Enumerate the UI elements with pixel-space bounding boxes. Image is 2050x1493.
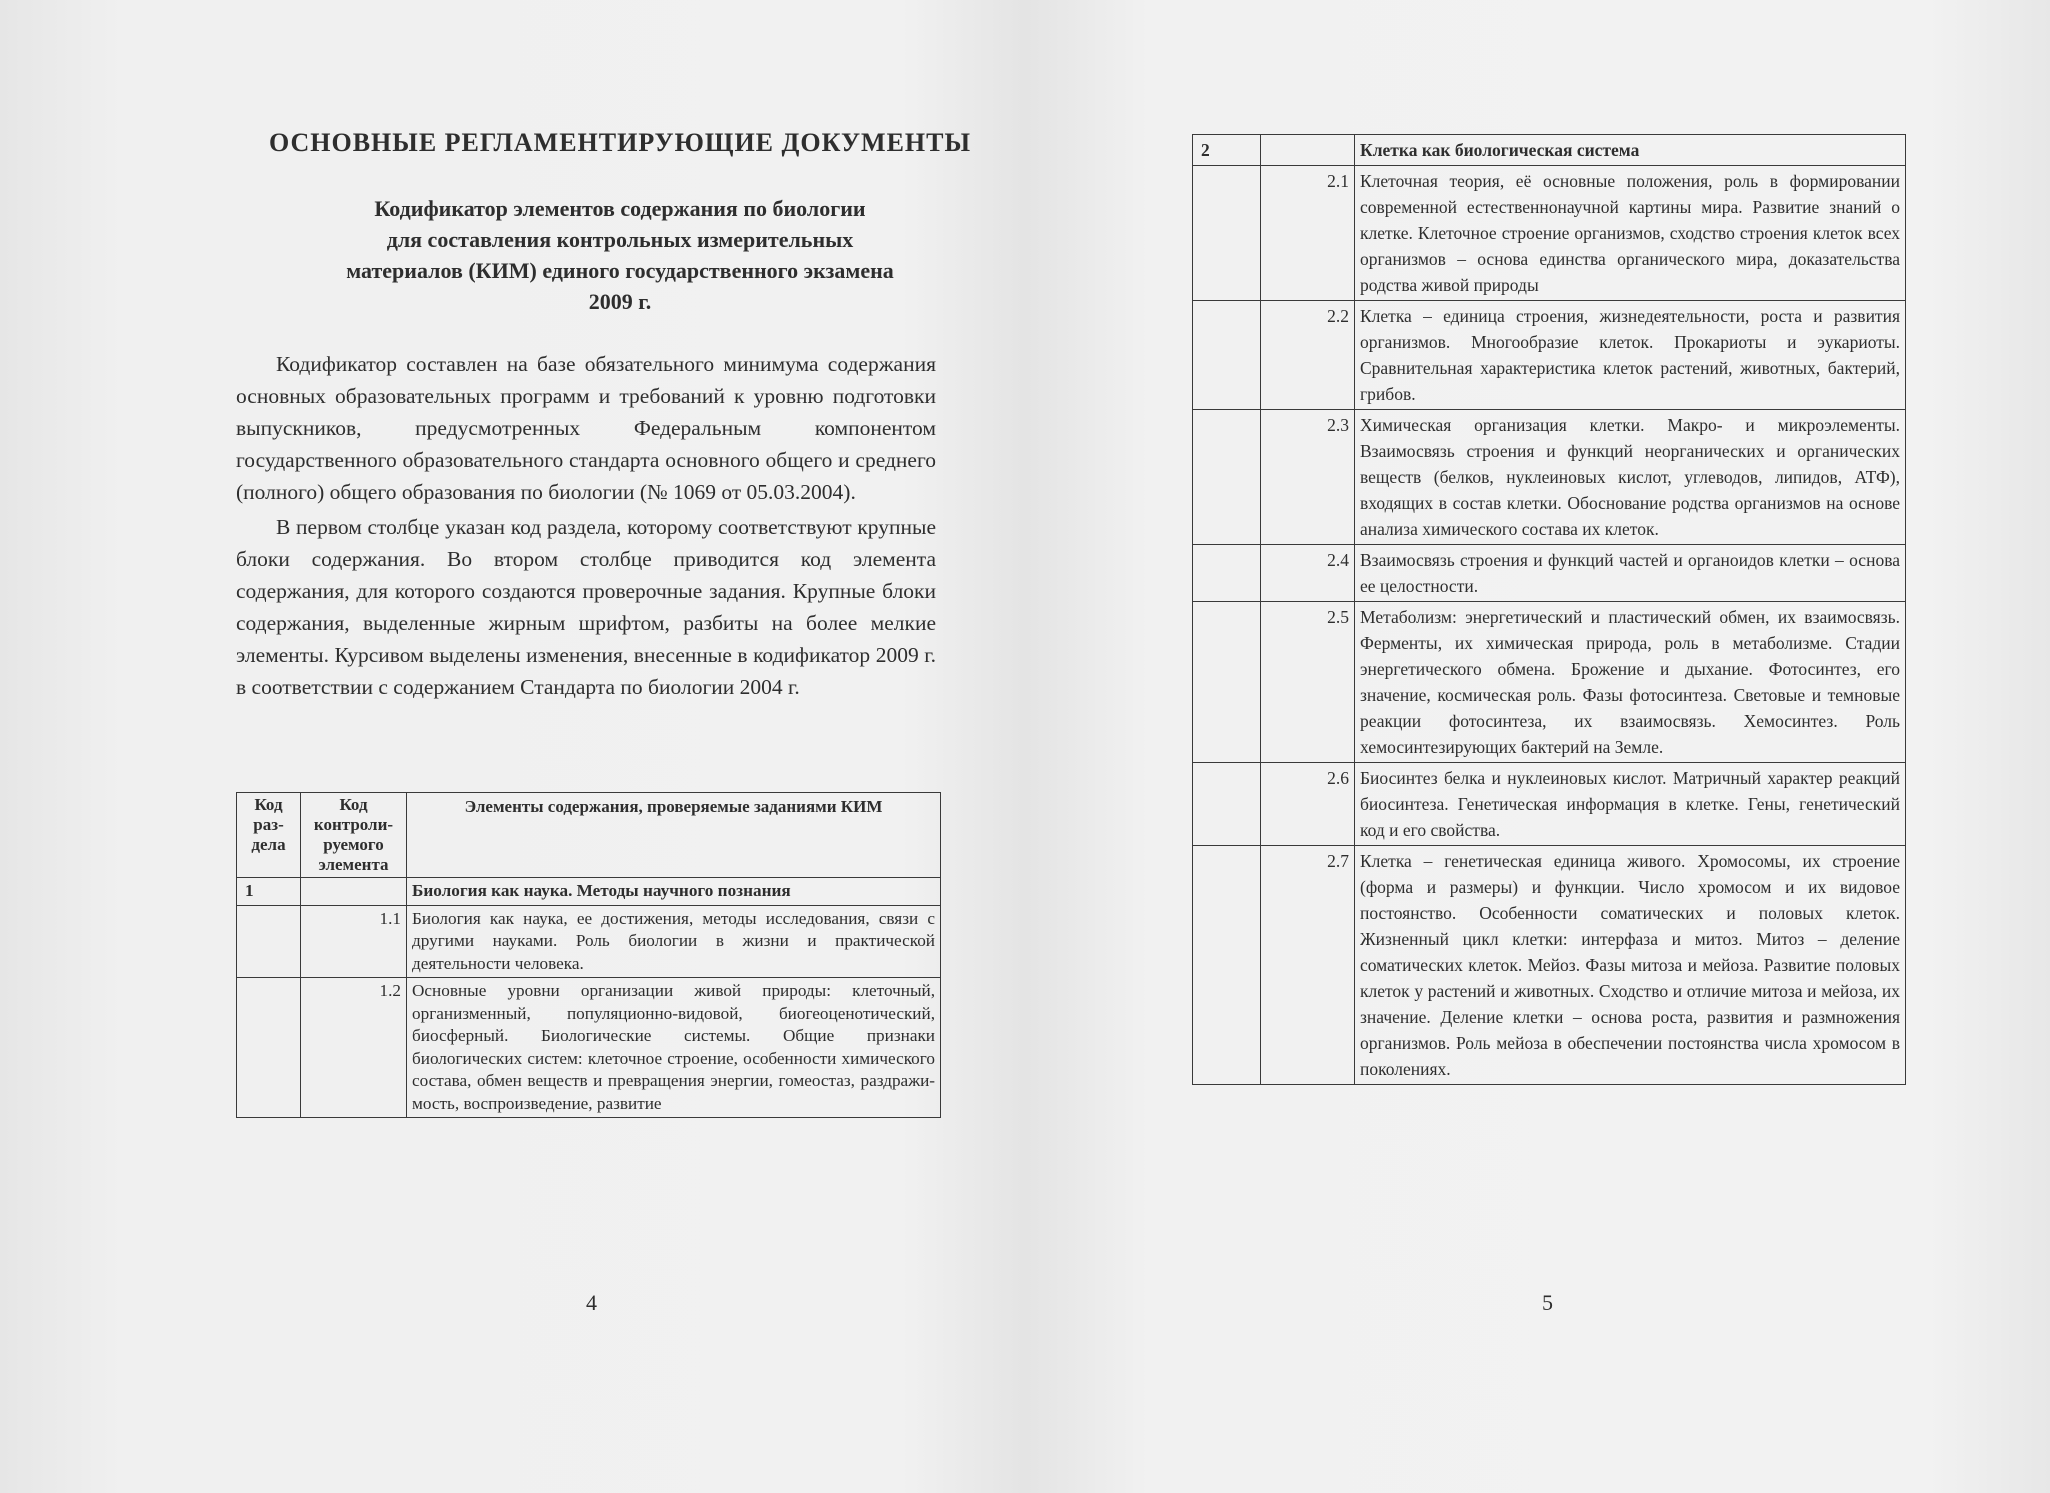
empty-cell [1193, 846, 1261, 1085]
element-code: 2.6 [1261, 763, 1355, 846]
table-row [237, 905, 941, 978]
empty-cell [301, 878, 407, 906]
section-title: Клетка как биологическая система [1355, 135, 1906, 166]
document-title: ОСНОВНЫЕ РЕГЛАМЕНТИРУЮЩИЕ ДОКУМЕНТЫ [268, 128, 972, 157]
element-text: Химическая организация клетки. Макро- и микроэлементы. Взаимосвязь строения и функций неорганических и органических веществ (белков, нуклеиновых кислот, углеводов, липидов, АТФ), входящих в состав клетки. Обоснование родства организмов на основе анализа химического состава их клеток. [1355, 410, 1906, 545]
document-subtitle [250, 193, 990, 317]
element-code: 2.2 [1261, 301, 1355, 410]
element-code: 2.1 [1261, 166, 1355, 301]
subtitle-line: для составления контрольных измерительных [386, 227, 854, 252]
column-header-section-code: Код раздела [237, 793, 301, 878]
body-text [236, 348, 936, 706]
section-row [1193, 135, 1906, 166]
element-code: 1.1 [301, 905, 407, 978]
right-page [1040, 0, 1960, 1493]
table-header-row [237, 793, 941, 878]
element-code: 2.5 [1261, 602, 1355, 763]
element-text: Основные уровни организации живой природы: клеточный, организменный, популяционно-видовой, биогеоценотический, биосферный. Биологические системы. Общие признаки биологических систем: клеточное строение, особенности химического состава, обмен веществ и превращения энергии, гомеостаз, раздражимость, воспроизведение, развитие [407, 978, 941, 1118]
table-row [237, 978, 941, 1118]
empty-cell [1193, 410, 1261, 545]
element-text: Клетка – единица строения, жизнедеятельности, роста и развития организмов. Многообразие клеток. Прокариоты и эукариоты. Сравнительная характеристика клеток растений, животных, бактерий, грибов. [1355, 301, 1906, 410]
column-header-element-code: Код контролируемого элемента [301, 793, 407, 878]
element-code: 1.2 [301, 978, 407, 1118]
table-row [1193, 602, 1906, 763]
element-text: Взаимосвязь строения и функций частей и органоидов клетки – основа ее целостности. [1355, 545, 1906, 602]
element-text: Биосинтез белка и нуклеиновых кислот. Матричный характер реакций биосинтеза. Генетическая информация в клетке. Гены, генетический код и его свойства. [1355, 763, 1906, 846]
element-text: Клетка – генетическая единица живого. Хромосомы, их строение (форма и размеры) и функции. Число хромосом и их видовое постоянство. Особенности соматических и половых клеток. Жизненный цикл клетки: интерфаза и митоз. Митоз – деление соматических клеток. Мейоз. Фазы митоза и мейоза. Развитие половых клеток у растений и животных. Сходство и отличие митоза и мейоза, их значение. Деление клетки – основа роста, развития и размножения организмов. Роль мейоза в обеспечении постоянства числа хромосом в поколениях. [1355, 846, 1906, 1085]
element-text: Биология как наука, ее достижения, методы исследования, связи с другими науками. Роль биологии в жизни и практической деятельности человека. [407, 905, 941, 978]
table-row [1193, 410, 1906, 545]
empty-cell [1193, 166, 1261, 301]
empty-cell [1193, 602, 1261, 763]
page-number: 4 [586, 1290, 597, 1315]
paragraph: Кодификатор составлен на базе обязательного минимума содержания основных образовательных программ и требований к уровню подготовки выпускников, предусмотренных Федеральным компонентом государственного образовательного стандарта основного общего и среднего (полного) общего образования по биологии (№ 1069 от 05.03.2004). [236, 352, 936, 504]
empty-cell [1193, 301, 1261, 410]
page-number: 5 [1542, 1290, 1553, 1315]
section-code: 2 [1193, 135, 1261, 166]
element-code: 2.3 [1261, 410, 1355, 545]
table-row [1193, 846, 1906, 1085]
section-title: Биология как наука. Методы научного познания [407, 878, 941, 906]
empty-cell [1193, 545, 1261, 602]
subtitle-line: Кодификатор элементов содержания по биологии [374, 196, 866, 221]
column-header-content: Элементы содержания, проверяемые заданиями КИМ [407, 793, 941, 878]
empty-cell [1193, 763, 1261, 846]
element-code: 2.7 [1261, 846, 1355, 1085]
section-code: 1 [237, 878, 301, 906]
subtitle-line: 2009 г. [588, 289, 652, 314]
codifier-table-left [236, 792, 941, 1118]
table-row [1193, 763, 1906, 846]
paragraph: В первом столбце указан код раздела, которому соответствуют крупные блоки содержания. Во втором столбце приводится код элемента содержания, для которого создаются проверочные задания. Крупные блоки содержания, выделенные жирным шрифтом, разбиты на более мелкие элементы. Курсивом выделены изменения, внесенные в кодификатор 2009 г. в соответствии с содержанием Стандарта по биологии 2004 г. [236, 515, 936, 699]
table-row [1193, 166, 1906, 301]
table-row [1193, 301, 1906, 410]
section-row [237, 878, 941, 906]
left-page [150, 0, 1010, 1493]
element-code: 2.4 [1261, 545, 1355, 602]
codifier-table-right [1192, 134, 1906, 1085]
empty-cell [237, 905, 301, 978]
element-text: Метаболизм: энергетический и пластический обмен, их взаимосвязь. Ферменты, их химическая природа, роль в метаболизме. Стадии энергетического обмена. Брожение и дыхание. Фотосинтез, его значение, космическая роль. Фазы фотосинтеза. Световые и темновые реакции фотосинтеза, их взаимосвязь. Хемосинтез. Роль хемосинтезирующих бактерий на Земле. [1355, 602, 1906, 763]
subtitle-line: материалов (КИМ) единого государственного экзамена [346, 258, 894, 283]
table-row [1193, 545, 1906, 602]
empty-cell [1261, 135, 1355, 166]
empty-cell [237, 978, 301, 1118]
element-text: Клеточная теория, её основные положения, роль в формировании современной естественнонаучной картины мира. Развитие знаний о клетке. Клеточное строение организмов, сходство строения клеток всех организмов – основа единства органического мира, доказательства родства живой природы [1355, 166, 1906, 301]
